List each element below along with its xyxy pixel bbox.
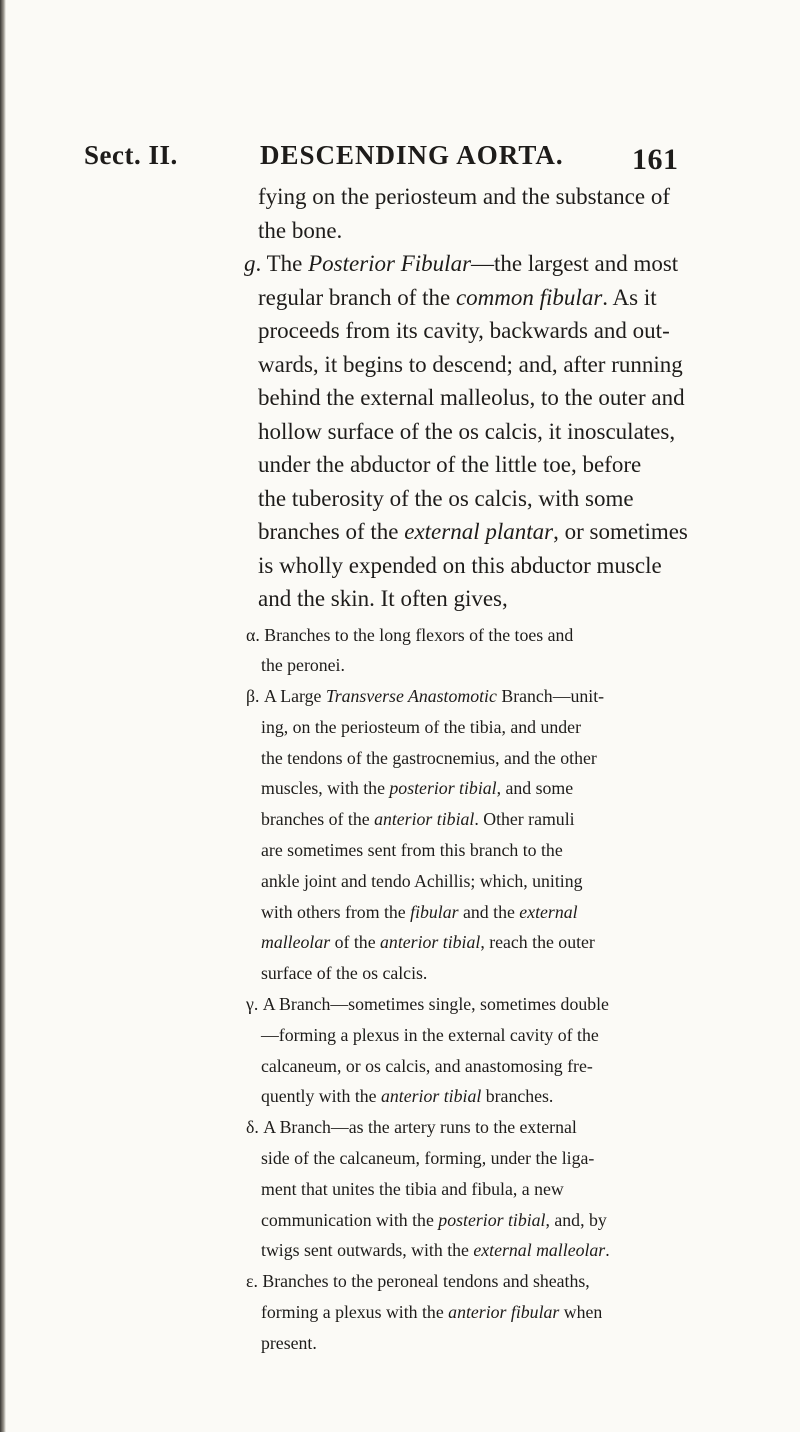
text-line [261, 743, 690, 774]
page-body [244, 180, 690, 1359]
text-line [258, 214, 690, 248]
text-segment: and the [458, 901, 520, 922]
text-line [258, 381, 690, 415]
text-segment: of the [330, 932, 381, 953]
text-line [261, 866, 690, 897]
text-segment: ing, on the periosteum of the tibia, and under [261, 716, 581, 737]
page-binding-edge [0, 0, 6, 1432]
text-segment: Transverse Anastomotic [325, 686, 497, 707]
text-segment: posterior tibial [438, 1209, 546, 1230]
text-segment: malleolar [261, 932, 331, 953]
text-segment: external [519, 901, 578, 922]
text-segment: forming a plexus with the [261, 1302, 449, 1323]
text-line [246, 989, 690, 1020]
text-segment: anterior fibular [448, 1302, 560, 1323]
text-line [261, 1174, 690, 1205]
text-line [261, 1051, 690, 1082]
text-line [258, 448, 690, 482]
text-segment: twigs sent outwards, with the [261, 1240, 474, 1261]
running-title: DESCENDING AORTA. [260, 140, 564, 170]
text-segment: behind the external malleolus, to the outer and [258, 385, 685, 410]
text-segment: δ. A Branch—as the artery runs to the external [246, 1117, 577, 1138]
text-segment: when [559, 1302, 603, 1323]
text-segment: under the abductor of the little toe, before [258, 452, 642, 477]
text-segment: . As it [602, 284, 657, 310]
text-line [261, 835, 690, 866]
text-line [258, 314, 690, 348]
section-label: Sect. II. [84, 140, 178, 170]
text-segment: ankle joint and tendo Achillis; which, uniting [261, 870, 583, 891]
text-line [246, 620, 690, 651]
text-segment: common fibular [455, 284, 603, 310]
text-segment: surface of the os calcis. [261, 963, 428, 984]
text-line [258, 549, 690, 583]
text-segment: external plantar [404, 519, 554, 544]
main-paragraph [244, 180, 690, 616]
text-segment: . The [255, 251, 309, 276]
text-segment: the peronei. [261, 655, 345, 676]
text-line [261, 958, 690, 989]
text-segment: and the skin. It often gives, [258, 586, 508, 611]
text-segment: fibular [410, 901, 459, 922]
text-line [261, 712, 690, 743]
text-line [258, 482, 690, 516]
text-segment: calcaneum, or os calcis, and anastomosing fre- [261, 1055, 593, 1076]
text-segment: the bone. [258, 217, 343, 243]
text-line [246, 1266, 690, 1297]
text-segment: branches of the [258, 519, 405, 544]
text-line [261, 804, 690, 835]
text-line [258, 348, 690, 382]
text-segment: quently with the [261, 1086, 382, 1107]
text-segment: side of the calcaneum, forming, under the liga- [261, 1148, 595, 1169]
text-segment: , or sometimes [553, 519, 688, 544]
text-segment: anterior tibial [381, 1086, 482, 1107]
text-segment: anterior tibial [380, 932, 481, 953]
text-segment: external malleolar [473, 1240, 606, 1261]
text-segment: muscles, with the [261, 778, 390, 799]
text-segment: ε. Branches to the peroneal tendons and sheaths, [246, 1271, 590, 1292]
page-number: 161 [632, 143, 679, 176]
sub-branch-list [246, 620, 690, 1359]
text-segment: ment that unites the tibia and fibula, a new [261, 1178, 564, 1199]
text-line [261, 1020, 690, 1051]
text-segment: the tendons of the gastrocnemius, and the other [261, 747, 597, 768]
text-line [261, 1205, 690, 1236]
running-header [84, 140, 684, 180]
text-line [261, 1081, 690, 1112]
text-segment: , and, by [545, 1209, 607, 1230]
text-segment: , reach the outer [480, 932, 595, 953]
text-segment: are sometimes sent from this branch to the [261, 840, 563, 861]
text-segment: regular branch of the [258, 284, 456, 310]
text-segment: proceeds from its cavity, backwards and out- [258, 318, 670, 343]
text-line [244, 247, 690, 281]
text-segment: β. A Large [246, 686, 326, 707]
text-segment: the tuberosity of the os calcis, with some [258, 485, 634, 511]
text-segment: wards, it begins to descend; and, after running [258, 351, 683, 377]
text-segment: communication with the [261, 1209, 439, 1230]
text-line [246, 681, 690, 712]
text-segment: g [244, 251, 256, 276]
text-segment: present. [261, 1332, 317, 1353]
text-segment: is wholly expended on this abductor muscle [258, 552, 662, 578]
text-segment: anterior tibial [374, 809, 475, 830]
text-segment: —forming a plexus in the external cavity of the [261, 1024, 599, 1045]
text-line [261, 1328, 690, 1359]
text-line [261, 1297, 690, 1328]
text-line [261, 1235, 690, 1266]
text-line [258, 180, 690, 214]
text-segment: , and some [496, 778, 574, 799]
text-line [258, 582, 690, 616]
text-line [258, 281, 690, 315]
text-line [258, 415, 690, 449]
text-line [261, 927, 690, 958]
text-line [258, 515, 690, 549]
text-segment: with others from the [261, 901, 411, 922]
text-segment: Branch—unit- [496, 686, 605, 707]
text-line [261, 1143, 690, 1174]
text-segment: —the largest and most [471, 251, 679, 276]
text-line [246, 1112, 690, 1143]
text-segment: branches. [481, 1086, 554, 1107]
text-line [261, 773, 690, 804]
text-line [261, 897, 690, 928]
text-segment: branches of the [261, 809, 375, 830]
text-segment: γ. A Branch—sometimes single, sometimes double [246, 994, 609, 1015]
text-segment: Posterior Fibular [308, 251, 472, 276]
text-segment: . [605, 1240, 610, 1261]
text-line [261, 650, 690, 681]
text-segment: fying on the periosteum and the substance of [258, 184, 670, 209]
text-segment: posterior tibial [389, 778, 497, 799]
text-segment: hollow surface of the os calcis, it inosculates, [258, 418, 676, 444]
text-segment: α. Branches to the long flexors of the toes and [246, 624, 574, 645]
text-segment: . Other ramuli [474, 809, 575, 830]
